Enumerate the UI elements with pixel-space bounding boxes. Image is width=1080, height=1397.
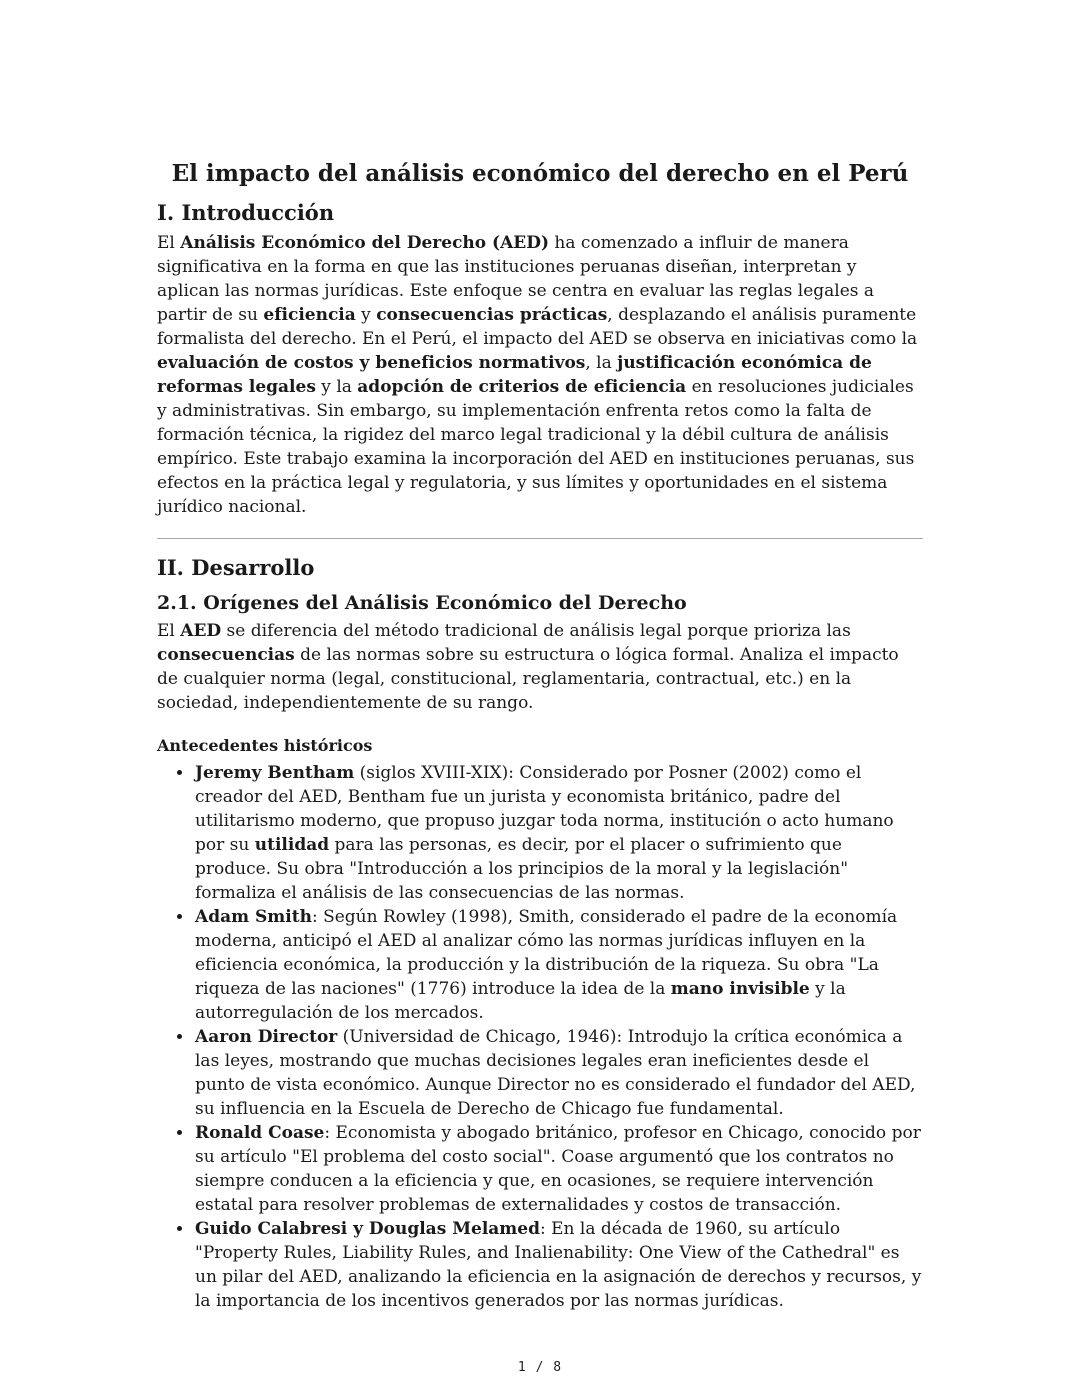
heading-introduccion: I. Introducción (157, 199, 335, 225)
text-run: El (157, 233, 181, 254)
bold-text-run: Ronald Coase (195, 1122, 325, 1143)
subheading-origenes: 2.1. Orígenes del Análisis Económico del Derecho (157, 592, 687, 615)
bold-text-run: Guido Calabresi y Douglas Melamed (195, 1218, 540, 1239)
bold-text-run: Análisis Económico del Derecho (AED) (180, 233, 550, 254)
text-run: (siglos XVIII-XIX): Considerado por Posner (2002) como el creador del AED, Bentham fue un jurista y economista británico, padre del utilitarismo moderno, que propuso juzgar toda norma, institución o acto humano por su (195, 762, 894, 855)
bold-text-run: mano invisible (670, 978, 810, 999)
text-run: y la (315, 377, 358, 398)
text-run: , la (585, 353, 618, 374)
text-run: y la autorregulación de los mercados. (195, 978, 846, 1023)
paragraph-introduccion (157, 231, 923, 519)
list-item (194, 1121, 923, 1217)
bold-text-run: justificación económica de reformas legales (157, 353, 872, 398)
text-run: El (157, 621, 181, 642)
bold-text-run: AED (180, 621, 222, 642)
text-run: ha comenzado a influir de manera significativa en la forma en que las instituciones peruanas diseñan, interpretan y aplican las normas jurídicas. Este enfoque se centra en evaluar las reglas legales a partir de su (157, 233, 875, 326)
bold-text-run: Aaron Director (195, 1026, 338, 1047)
document-title: El impacto del análisis económico del derecho en el Perú (171, 160, 909, 187)
text-run: de las normas sobre su estructura o lógica formal. Analiza el impacto de cualquier norma (legal, constitucional, reglamentaria, contractual, etc.) en la sociedad, independientemente de su rango. (157, 645, 899, 714)
text-run: en resoluciones judiciales y administrativas. Sin embargo, su implementación enfrenta retos como la falta de formación técnica, la rigidez del marco legal tradicional y la débil cultura de análisis empírico. Este trabajo examina la incorporación del AED en instituciones peruanas, sus efectos en la práctica legal y regulatoria, y sus límites y oportunidades en el sistema jurídico nacional. (157, 377, 915, 518)
list-item (194, 1217, 923, 1313)
list-item (194, 905, 923, 1025)
text-run: para las personas, es decir, por el placer o sufrimiento que produce. Su obra "Introducción a los principios de la moral y la legislación" formaliza el análisis de las consecuencias de las normas. (195, 834, 849, 903)
text-run: : Economista y abogado británico, profesor en Chicago, conocido por su artículo "El problema del costo social". Coase argumentó que los contratos no siempre conducen a la eficiencia y que, en ocasiones, se requiere intervención estatal para resolver problemas de externalidades y costos de transacción. (195, 1122, 921, 1215)
bold-text-run: consecuencias (157, 645, 295, 666)
bold-text-run: evaluación de costos y beneficios normativos (157, 353, 586, 374)
page-number-indicator: 1 / 8 (517, 1360, 563, 1375)
bold-text-run: eficiencia (263, 305, 356, 326)
page-footer (0, 1356, 1080, 1375)
heading-desarrollo: II. Desarrollo (157, 555, 315, 581)
bold-text-run: Jeremy Bentham (195, 762, 355, 783)
antecedentes-list (157, 761, 923, 1313)
text-run: y (355, 305, 377, 326)
list-item (194, 761, 923, 905)
section-introduccion (157, 199, 923, 519)
list-item (194, 1025, 923, 1121)
text-run: : En la década de 1960, su artículo "Property Rules, Liability Rules, and Inalienability: One View of the Cathedral" es un pilar del AED, analizando la eficiencia en la asignación de derechos y recursos, y la importancia de los incentivos generados por las normas jurídicas. (195, 1218, 922, 1311)
bold-text-run: Adam Smith (195, 906, 312, 927)
text-run: se diferencia del método tradicional de análisis legal porque prioriza las (221, 621, 851, 642)
text-run: , desplazando el análisis puramente formalista del derecho. En el Perú, el impacto del AED se observa en iniciativas como la (157, 305, 918, 350)
section-desarrollo (157, 554, 923, 1313)
heading-antecedentes: Antecedentes históricos (157, 736, 373, 756)
section-divider (157, 538, 923, 539)
bold-text-run: adopción de criterios de eficiencia (357, 377, 687, 398)
paragraph-origenes (157, 619, 923, 715)
text-run: (Universidad de Chicago, 1946): Introdujo la crítica económica a las leyes, mostrando que muchas decisiones legales eran ineficientes desde el punto de vista económico. Aunque Director no es considerado el fundador del AED, su influencia en la Escuela de Derecho de Chicago fue fundamental. (195, 1026, 916, 1119)
text-run: : Según Rowley (1998), Smith, considerado el padre de la economía moderna, anticipó el AED al analizar cómo las normas jurídicas influyen en la eficiencia económica, la producción y la distribución de la riqueza. Su obra "La riqueza de las naciones" (1776) introduce la idea de la (195, 906, 898, 999)
bold-text-run: utilidad (254, 834, 330, 855)
bold-text-run: consecuencias prácticas (376, 305, 608, 326)
